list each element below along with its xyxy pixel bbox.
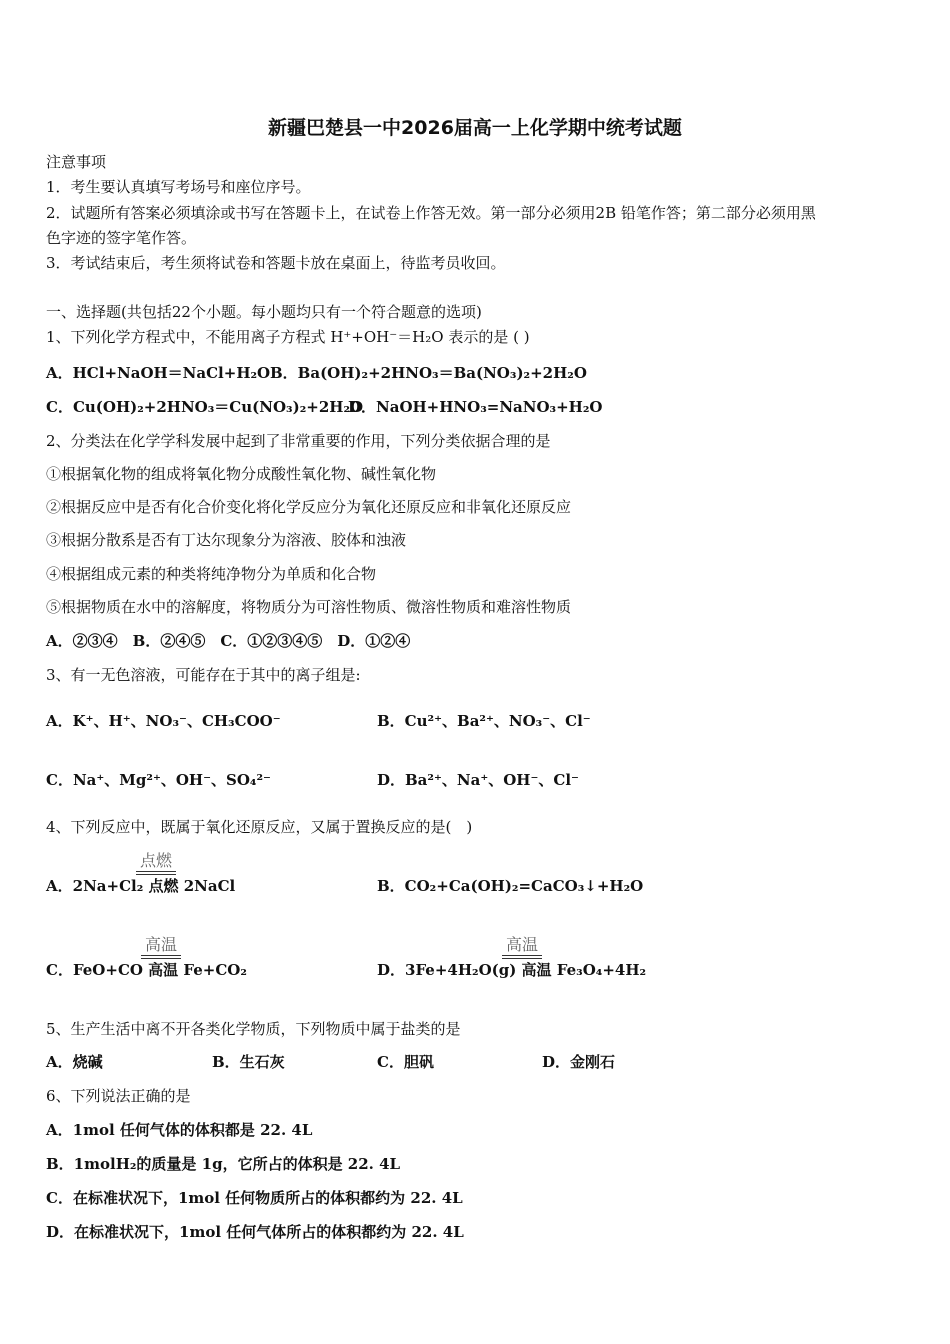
notice-item-2a: 2．试题所有答案必须填涂或书写在答题卡上，在试卷上作答无效。第一部分必须用2B 铅笔作答；第二部分必须用黑 bbox=[46, 204, 816, 222]
page-title: 新疆巴楚县一中2026届高一上化学期中统考试题 bbox=[268, 117, 682, 139]
q2-statement-2: ②根据反应中是否有化合价变化将化学反应分为氧化还原反应和非氧化还原反应 bbox=[46, 498, 572, 516]
q4-option-a: A．2Na+Cl₂ 点燃 2NaCl bbox=[46, 877, 236, 895]
q4-option-b: B．CO₂+Ca(OH)₂=CaCO₃↓+H₂O bbox=[377, 877, 644, 895]
q3-option-a: A．K⁺、H⁺、NO₃⁻、CH₃COO⁻ bbox=[46, 712, 281, 730]
q5-option-d: D．金刚石 bbox=[542, 1053, 616, 1071]
q4-c-condition: 高温 bbox=[141, 936, 181, 959]
q3-option-d: D．Ba²⁺、Na⁺、OH⁻、Cl⁻ bbox=[377, 771, 579, 789]
q5-option-c: C．胆矾 bbox=[377, 1053, 434, 1071]
section-heading: 一、选择题(共包括22个小题。每小题均只有一个符合题意的选项) bbox=[46, 303, 482, 321]
q3-option-b: B．Cu²⁺、Ba²⁺、NO₃⁻、Cl⁻ bbox=[377, 712, 591, 730]
q1-option-a: A．HCl+NaOH＝NaCl+H₂O bbox=[46, 364, 271, 382]
q5-option-a: A．烧碱 bbox=[46, 1053, 103, 1071]
q2-statement-4: ④根据组成元素的种类将纯净物分为单质和化合物 bbox=[46, 565, 377, 583]
q6-stem: 6、下列说法正确的是 bbox=[46, 1087, 191, 1105]
q6-option-c: C．在标准状况下，1mol 任何物质所占的体积都约为 22. 4L bbox=[46, 1189, 463, 1207]
q2-statement-5: ⑤根据物质在水中的溶解度，将物质分为可溶性物质、微溶性物质和难溶性物质 bbox=[46, 598, 572, 616]
q1-option-c: C．Cu(OH)₂+2HNO₃＝Cu(NO₃)₂+2H₂O bbox=[46, 398, 364, 416]
notice-item-3: 3．考试结束后，考生须将试卷和答题卡放在桌面上，待监考员收回。 bbox=[46, 254, 506, 272]
notice-item-1: 1．考生要认真填写考场号和座位序号。 bbox=[46, 178, 311, 196]
q4-d-condition: 高温 bbox=[502, 936, 542, 959]
q3-stem: 3、有一无色溶液，可能存在于其中的离子组是: bbox=[46, 666, 361, 684]
q2-statement-1: ①根据氧化物的组成将氧化物分成酸性氧化物、碱性氧化物 bbox=[46, 465, 437, 483]
q1-option-b: B．Ba(OH)₂+2HNO₃＝Ba(NO₃)₂+2H₂O bbox=[270, 364, 587, 382]
notice-heading: 注意事项 bbox=[46, 153, 107, 171]
q5-option-b: B．生石灰 bbox=[212, 1053, 285, 1071]
q6-option-d: D．在标准状况下，1mol 任何气体所占的体积都约为 22. 4L bbox=[46, 1223, 464, 1241]
q1-option-d: D．NaOH+HNO₃=NaNO₃+H₂O bbox=[348, 398, 603, 416]
q5-stem: 5、生产生活中离不开各类化学物质，下列物质中属于盐类的是 bbox=[46, 1020, 461, 1038]
q6-option-a: A．1mol 任何气体的体积都是 22. 4L bbox=[46, 1121, 313, 1139]
q2-statement-3: ③根据分散系是否有丁达尔现象分为溶液、胶体和浊液 bbox=[46, 531, 407, 549]
q3-option-c: C．Na⁺、Mg²⁺、OH⁻、SO₄²⁻ bbox=[46, 771, 271, 789]
q4-option-d: D．3Fe+4H₂O(g) 高温 Fe₃O₄+4H₂ bbox=[377, 961, 647, 979]
q1-stem: 1、下列化学方程式中，不能用离子方程式 H⁺+OH⁻＝H₂O 表示的是 ( ) bbox=[46, 328, 530, 346]
notice-item-2b: 色字迹的签字笔作答。 bbox=[46, 229, 197, 247]
q4-a-condition: 点燃 bbox=[136, 852, 176, 875]
q4-option-c: C．FeO+CO 高温 Fe+CO₂ bbox=[46, 961, 247, 979]
q2-stem: 2、分类法在化学学科发展中起到了非常重要的作用，下列分类依据合理的是 bbox=[46, 432, 551, 450]
q2-options: A．②③④ B．②④⑤ C．①②③④⑤ D．①②④ bbox=[46, 632, 411, 650]
q6-option-b: B．1molH₂的质量是 1g，它所占的体积是 22. 4L bbox=[46, 1155, 401, 1173]
q4-stem: 4、下列反应中，既属于氧化还原反应，又属于置换反应的是( ) bbox=[46, 818, 473, 836]
